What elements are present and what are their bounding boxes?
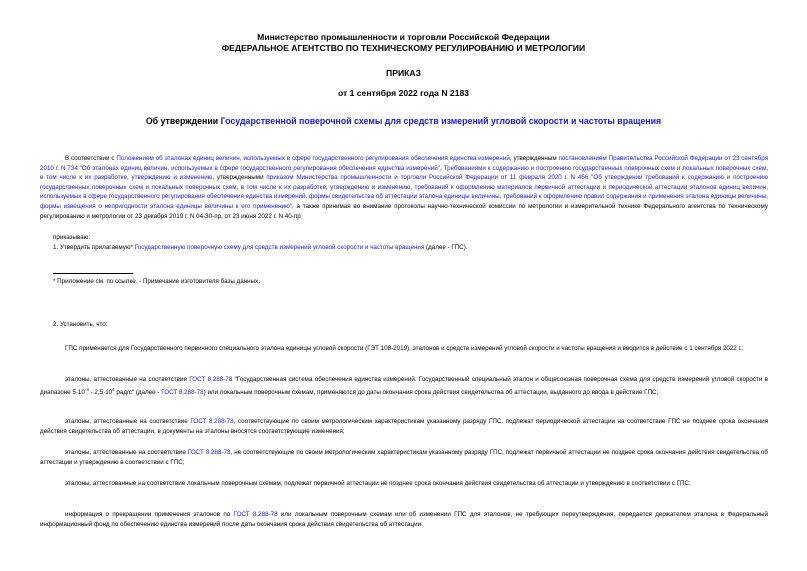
paragraph-a-text-2: "Государственная система обеспечения единства измерений. Государственный специальный эталон и общесоюзная поверочная схема для средств измерений угловой скорости в диапазоне 5·10: [40, 376, 768, 396]
order-word: приказываю:: [53, 234, 91, 241]
preamble-text-2: , утвержденным: [509, 155, 559, 162]
paragraph-a-text-1: эталоны, аттестованные на соответствие: [65, 376, 190, 383]
preamble-text-1: В соответствии с: [65, 155, 117, 162]
exponent-1: -4: [84, 386, 89, 392]
item-1: [53, 243, 468, 253]
paragraph-e-text-2: или локальным поверочным схемам или об изменении ГПС для эталонов, не требующих переутверждения, передается держателем эталона в Федеральный информационный фонд по обеспечению единства измерений после даты окончания срока действия свидетельства об аттестации.: [40, 511, 768, 528]
paragraph-c-text-1: эталоны, аттестованные на соответствие: [65, 449, 188, 456]
paragraph-gps: ГПС применяется для Государственного первичного специального эталона единицы угловой скорости (ГЭТ 108-2019), эталонов и средств измерений угловой скорости и частоты вращения и вводится в действие с 1 сентября 2022 г.;: [65, 345, 744, 352]
paragraph-a: [40, 375, 768, 397]
gost-link-4[interactable]: ГОСТ 8.288-78: [187, 449, 231, 456]
preamble-link-regulation[interactable]: Положением об эталонах единиц величин, используемых в сфере государственного регулирования обеспечения единства измерений: [116, 155, 510, 162]
doc-type: ПРИКАЗ: [386, 68, 421, 78]
doc-date-number: от 1 сентября 2022 года N 2183: [337, 88, 470, 98]
paragraph-b: [40, 417, 768, 436]
paragraph-a-text-3: - 2,5·10: [88, 388, 113, 396]
paragraph-a-text-5: ) или локальным поверочным схемам, применяются до даты окончания срока действия свидетельства об аттестации, выданного до ввода в действие ГПС;: [203, 388, 659, 396]
preamble-text-3: ,: [440, 164, 444, 172]
paragraph-d: эталоны, аттестованные на соответствие локальным поверочным схемам, подлежат первичной аттестации не позднее срока окончания действия свидетельства об аттестации и утверждению в соответствии с ГПС;: [65, 480, 691, 487]
gost-link-1[interactable]: ГОСТ 8.288-78: [189, 376, 233, 383]
title-prefix: Об утверждении: [145, 116, 221, 126]
paragraph-c: [40, 448, 768, 467]
item-1-text: 1. Утвердить прилагаемую*: [53, 244, 135, 251]
agency-name: ФЕДЕРАЛЬНОЕ АГЕНТСТВО ПО ТЕХНИЧЕСКОМУ РЕГУЛИРОВАНИЮ И МЕТРОЛОГИИ: [221, 43, 586, 53]
gost-link-3[interactable]: ГОСТ 8.288-78: [190, 418, 234, 425]
paragraph-b-text-1: эталоны, аттестованные на соответствие: [65, 418, 191, 425]
footnote-divider: [53, 273, 133, 274]
item-1-suffix: (далее - ГПС).: [424, 244, 468, 251]
preamble-link-order[interactable]: приказом Министерства промышленности и торговли Российской Федерации от 11 февраля 2020 г. N 456 "Об утверждении требований к содержанию и построению государственных поверочных схем и локальных поверочных схем, в том числе к их разработке, утверждению и изменению, требований к оформлению материалов первичной аттестации и периодической аттестации эталонов единиц величин, используемых в сфере государственного регулирования обеспечения единства измерений, формы свидетельства об аттестации эталона единицы величины, требований к оформлению правил содержания и применения эталона единицы величины, формы извещения о непригодности эталона единицы величины к его применению": [40, 174, 768, 210]
preamble-text-4: , утвержденными: [212, 174, 267, 182]
paragraph-e: [40, 510, 768, 529]
item-2: 2. Установить, что:: [53, 321, 108, 328]
paragraph-c-text-2: , не соответствующие по своим метрологическим характеристикам указанному разряду ГПС, подлежат первичной аттестации не позднее срока окончания действия свидетельства об аттестации и утверждению в соответствии с ГПС;: [40, 449, 768, 466]
ministry-name: Министерство промышленности и торговли Российской Федерации: [257, 32, 550, 42]
doc-title: [0, 116, 807, 127]
footnote: * Приложение см. по ссылке. - Примечание изготовителя базы данных.: [53, 278, 260, 285]
preamble-link-decree[interactable]: постановлением Правительства Российской Федерации от 23 сентября 2010 г. N 734 "Об эталонах единиц величин, используемых в сфере государственного регулирования обеспечения единства измерений": [40, 155, 768, 172]
item-1-link[interactable]: Государственную поверочную схему для средств измерений угловой скорости и частоты вращения: [134, 244, 425, 251]
gost-link-2[interactable]: ГОСТ 8.288-78: [161, 388, 204, 396]
preamble-link-requirements[interactable]: Требованиями к содержанию и построению государственных поверочных схем и локальных поверочных схем, в том числе к их разработке, утверждению и изменению: [40, 164, 768, 182]
paragraph-e-text-1: информация о прекращении применения эталонов по: [65, 511, 234, 518]
gost-link-5[interactable]: ГОСТ 8.288-78: [233, 511, 278, 518]
paragraph-a-text-4: рад/с" (далее -: [114, 388, 162, 396]
exponent-2: 4: [112, 386, 115, 392]
title-link[interactable]: Государственной поверочной схемы для средств измерений угловой скорости и частоты вращения: [220, 116, 662, 126]
preamble-text-5: , а также принимая во внимание протоколы научно-технической комиссии по метрологии и измерительной технике Федерального агентства по техническому регулированию и метрологии от 23 декабря 2019 г. N 04-30-пр, от 23 июня 2022 г. N 40-пр: [40, 202, 768, 220]
preamble-paragraph: [40, 154, 768, 221]
paragraph-b-text-2: , соответствующие по своим метрологическим характеристикам указанному разряду ГПС, подлежат периодической аттестации на соответствие ГПС не позднее срока окончания действия свидетельства об аттестации, в документы на эталоны вносятся соответствующие изменения;: [40, 418, 768, 435]
